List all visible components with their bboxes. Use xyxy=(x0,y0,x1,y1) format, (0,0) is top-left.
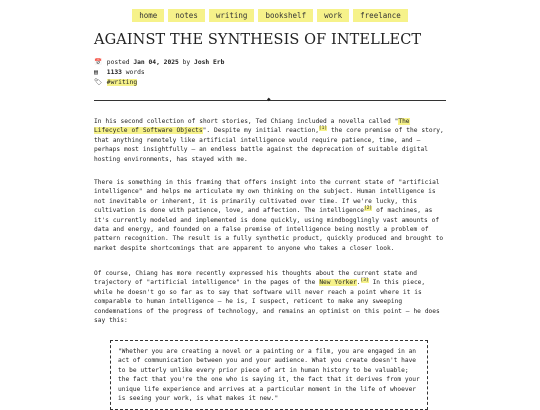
paragraph-2: There is something in this framing that offers insight into the current state of "artificial intelligence" and helps me articulate my own thinking on the subject. Human intelligence is not inevitable or inherent, it is primarily cultivated over time. If we're lucky, this cultivation is done with patience, love, and affection. The intelligence[2] of machines, as it's currently modeled and implemented is done quickly, using mindbogglingly vast amounts of data and energy, and founded on a false premise of intelligence being mostly a problem of pattern recognition. The result is a fully synthetic product, quickly produced and brought to market despite shortcomings that are apparent to anyone who takes a closer look. xyxy=(94,179,444,252)
words-label: words xyxy=(125,69,145,76)
footnote-1[interactable]: [1] xyxy=(318,126,328,132)
post-date-line xyxy=(94,58,224,67)
nav-writing[interactable]: writing xyxy=(209,9,255,22)
tag-line xyxy=(94,78,137,87)
by-label: by xyxy=(182,59,191,66)
link-new-yorker[interactable]: New Yorker xyxy=(319,279,357,287)
nav-freelance[interactable]: freelance xyxy=(353,9,408,22)
nav-work[interactable]: work xyxy=(317,9,349,22)
document-icon: ▤ xyxy=(94,68,98,76)
nav-bookshelf[interactable]: bookshelf xyxy=(258,9,313,22)
page-title: AGAINST THE SYNTHESIS OF INTELLECT xyxy=(94,32,422,48)
posted-label: posted xyxy=(106,59,130,66)
word-count: 1133 xyxy=(106,69,122,76)
footnote-3[interactable]: [3] xyxy=(360,278,369,284)
blockquote xyxy=(110,340,428,410)
tag-icon: 🏷 xyxy=(94,78,103,86)
nav-notes[interactable]: notes xyxy=(168,9,205,22)
footnote-2[interactable]: [2] xyxy=(364,206,373,212)
top-nav xyxy=(0,9,540,22)
tag-writing[interactable]: #writing xyxy=(106,79,138,86)
post-author: Josh Erb xyxy=(194,59,225,66)
post-date: Jan 04, 2025 xyxy=(133,59,179,66)
paragraph-3: Of course, Chiang has more recently expressed his thoughts about the current state and trajectory of "artificial intelligence" in the pages of the New Yorker.[3] In this piece, while he doesn't go so far as to say that software will never reach a point where it is comparable to human intelligence – he is, I suspect, reticent to make any sweeping condemnations of the progress of technology, and remains an optimist on this point – he does say this: xyxy=(94,270,440,325)
quote-text: "Whether you are creating a novel or a painting or a film, you are engaged in an act of communication between you and your audience. What you create doesn't have to be utterly unlike every prior piece of art in human history to be valuable; the fact that you're the one who is saying it, the fact that it derives from your unique life experience and arrives at a particular moment in the life of whoever is seeing your work, is what makes it new." xyxy=(118,348,420,403)
word-count-line xyxy=(94,68,145,77)
divider-diamond-icon: ◆ xyxy=(267,96,271,103)
nav-home[interactable]: home xyxy=(132,9,164,22)
link-lifecycle[interactable]: The Lifecycle of Software Objects xyxy=(94,118,410,135)
calendar-icon: 📅 xyxy=(94,58,103,66)
paragraph-1: In his second collection of short stories, Ted Chiang included a novella called "The Lifecycle of Software Objects". Despite my initial reaction,[1] the core premise of the story, that anything remotely like artificial intelligence would require patience, time, and – perhaps most insightfully – an endless battle against the deprecation of suitable digital hosting environments, has stayed with me. xyxy=(94,118,444,163)
